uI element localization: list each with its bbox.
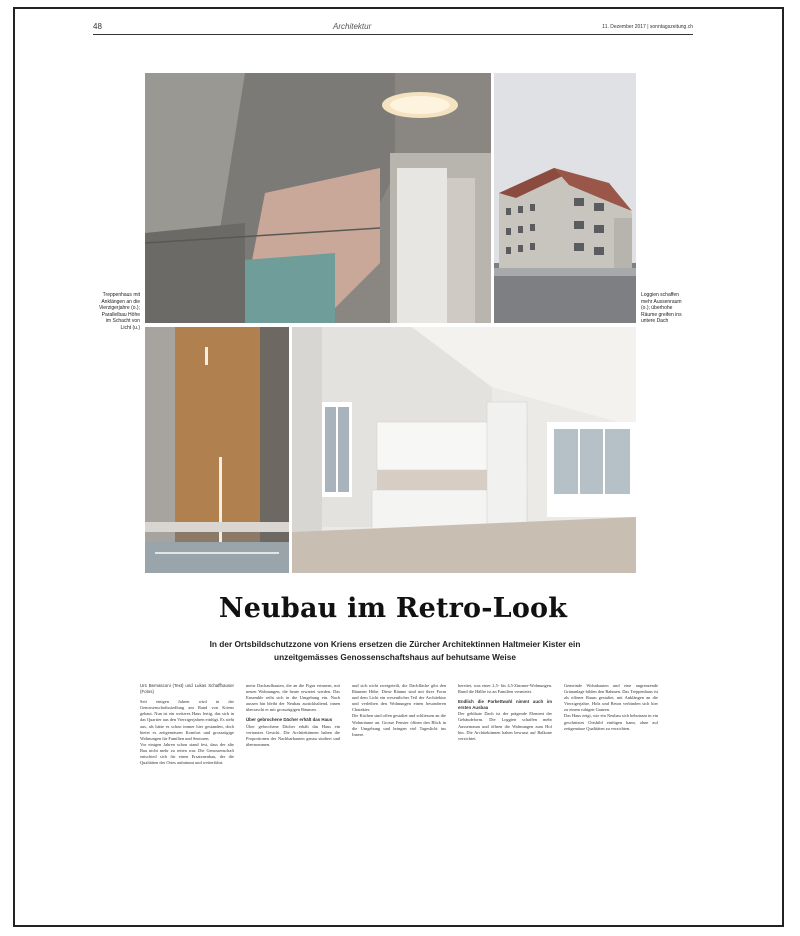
photo-building-exterior (494, 73, 636, 323)
body-column-3 (352, 683, 446, 898)
body-paragraph: Das Haus zeigt, wie ein Neubau sich behutsam in ein geschütztes Ortsbild einfügen kann, ohne auf zeitgemässe Qualitäten zu verzichten. (564, 713, 658, 731)
photo-kitchen-interior (292, 327, 636, 573)
body-paragraph: Gemeinde Wohnbauten und eine angrenzende Grünanlage bilden den Rahmen. Das Treppenhaus ist als offener Raum gestaltet, mit Anklängen an die Vierzigerjahre. Holz und Beton verbinden sich hier zu einem ruhigen Ganzen. (564, 683, 658, 713)
body-paragraph: Seit einigen Jahren wird in der Genossenschaftssiedlung am Rand von Kriens gebaut. Nun ist ein weiteres Haus fertig, das sich in das Quartier aus den Vierzigerjahren einfügt. Es sieht aus, als hätte es schon immer hier gestanden, doch bietet es zeitgemässen Komfort und grosszügige Wohnungen für Familien und Senioren. (140, 699, 234, 741)
page-number: 48 (93, 22, 102, 31)
photo-light-shaft (145, 327, 289, 573)
headline: Neubau im Retro-Look (218, 593, 568, 624)
lead-text: In der Ortsbildschutzzone von Kriens ersetzen die Zürcher Architektinnen Haltmeier Kister ein unzeitgemässes Genossenschaftshaus auf behutsame Weise (209, 639, 581, 662)
caption-left: Treppenhaus mit Anklängen an die Vierzigerjahre (o.); Parallelbau Höhe im Schacht von Licht (u.) (98, 292, 140, 331)
page-header (93, 20, 693, 35)
body-paragraph: bereitet, was einer 2,5- bis 4,5-Zimmer-Wohnungen. Rund die Hälfte ist an Familien vermietet. (458, 683, 552, 695)
body-column-1 (140, 683, 234, 898)
body-column-2 (246, 683, 340, 898)
body-paragraph: Der gebläute Dach ist der prägende Element der Gebäudeform. Die Loggien schaffen mehr Aussenraum und öffnen die Wohnungen zum Hof hin. Die Architektinnen haben bewusst auf Balkone verzichtet. (458, 711, 552, 741)
author-line: Urs Bernasconi (Text) und Lukas Schaffhauser (Fotos) (140, 683, 234, 695)
subhead: Endlich die Parkettwahl nimmt auch im ersten Ausbau (458, 699, 552, 711)
publication-date: 11. Dezember 2017 | sonntagszeitung.ch (602, 24, 693, 30)
body-column-4 (458, 683, 552, 898)
body-column-5 (564, 683, 658, 898)
body-paragraph: meist Dachaufbauten, die an die Figur erinnern, mit neuen Wohnungen, die heute erwartet werden. Das Ensemble reiht sich in die Umgebung ein. Nach aussen hin bleibt der Neubau zurückhaltend, innen überrascht er mit grosszügigen Räumen. (246, 683, 340, 713)
subhead: Über gebrochene Dächer erhält das Haus (246, 717, 333, 723)
photo-stairwell (145, 73, 491, 323)
article-body (140, 683, 670, 898)
body-paragraph: Vor einigen Jahren schon stand fest, dass der alte Bau nicht mehr zu retten war. Die Genossenschaft entschied sich für einen Ersatzneubau, der die Qualitäten des Ortes aufnimmt und weiterführt. (140, 741, 234, 766)
section-label: Architektur (333, 22, 372, 31)
caption-right: Loggien schaffen mehr Aussenraum (o.); überhohe Räume greifen ins untere Dach (641, 292, 682, 324)
body-paragraph: Über gebrochene Dächer erhält das Haus ein vertrautes Gesicht. Die Architektinnen haben die Proportionen der Nachbarbauten genau studiert und übernommen. (246, 723, 340, 747)
body-paragraph: Die Küchen sind offen gestaltet und schliessen an die Wohnräume an. Grosse Fenster öffnen den Blick in die Umgebung und bringen viel Tageslicht ins Innere. (352, 713, 446, 737)
body-paragraph: und sich nicht zweigeteilt, die Dachfläche gibt den Räumen Höhe. Diese Räume sind mit ihrer Form und dem Licht ein wesentlicher Teil der Architektur und verleihen den Wohnungen einen besonderen Charakter. (352, 683, 446, 713)
